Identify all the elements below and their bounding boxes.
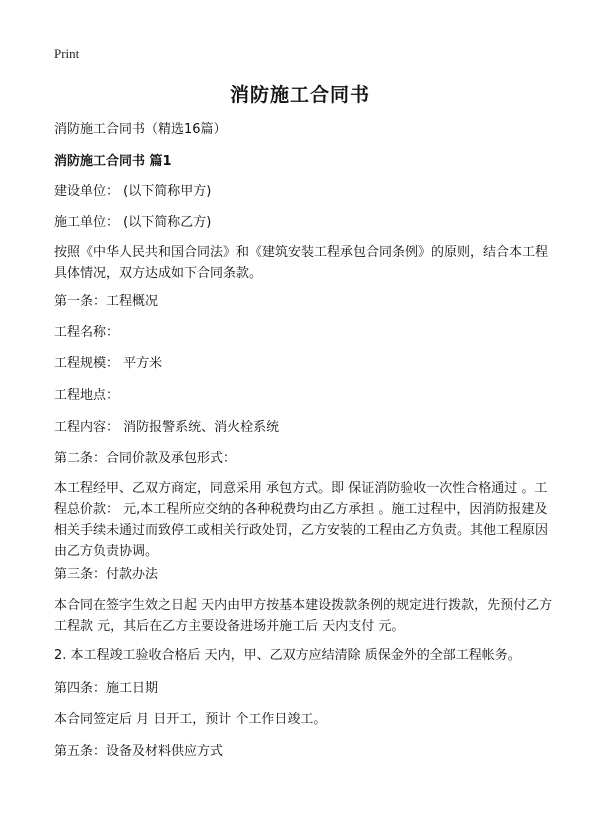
intro-paragraph: 按照《中华人民共和国合同法》和《建筑安装工程承包合同条例》的原则，结合本工程具体情况，双方达成如下合同条款。 (54, 245, 549, 281)
article2-heading: 第二条：合同价款及承包形式： (54, 451, 237, 466)
project-name-line: 工程名称： (54, 325, 120, 340)
builder-line: 建设单位： (以下简称甲方) (54, 184, 212, 199)
article4-body: 本合同签定后 月 日开工，预计 个工作日竣工。 (54, 712, 327, 727)
article2-body: 本工程经甲、乙双方商定，同意采用 承包方式。即 保证消防验收一次性合格通过 。工程总价款： 元,本工程所应交纳的各种税费均由乙方承担 。施工过程中，因消防报建及相关手续未通过而致停工或相关行政处罚，乙方安装的工程由乙方负责。其他工程原因由乙方负责协调。 (54, 481, 549, 559)
print-link[interactable]: Print (54, 46, 80, 61)
contractor-line: 施工单位： (以下简称乙方) (54, 215, 212, 230)
article3-heading: 第三条：付款办法 (54, 567, 159, 582)
article3-item2: 2. 本工程竣工验收合格后 天内，甲、乙双方应结清除 质保金外的全部工程帐务。 (54, 648, 521, 663)
article5-heading: 第五条：设备及材料供应方式 (54, 744, 224, 759)
article1-heading: 第一条：工程概况 (54, 294, 159, 309)
article3-body: 本合同在签字生效之日起 天内由甲方按基本建设拨款条例的规定进行拨款，先预付乙方工程款 元，其后在乙方主要设备进场并施工后 天内支付 元。 (54, 598, 553, 634)
document-title: 消防施工合同书 (229, 84, 370, 106)
document-subtitle: 消防施工合同书（精选16篇） (54, 122, 227, 137)
project-scale-line: 工程规模： 平方米 (54, 356, 163, 371)
project-content-line: 工程内容： 消防报警系统、消火栓系统 (54, 420, 280, 435)
section-heading: 消防施工合同书 篇1 (54, 154, 172, 169)
project-location-line: 工程地点： (54, 388, 120, 403)
article4-heading: 第四条：施工日期 (54, 681, 159, 696)
